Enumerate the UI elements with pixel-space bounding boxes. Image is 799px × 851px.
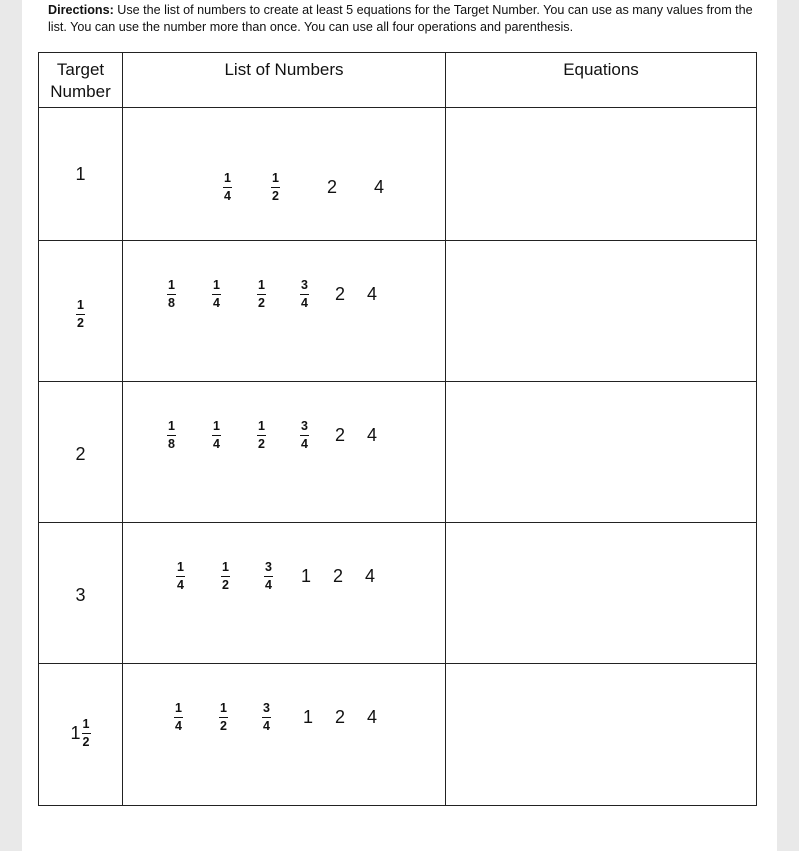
target-cell <box>39 382 123 523</box>
table-row <box>39 108 757 241</box>
fraction <box>300 420 309 451</box>
numerator: 1 <box>168 419 175 433</box>
equations-cell[interactable] <box>446 108 757 241</box>
denominator: 4 <box>301 437 308 452</box>
fraction-bar <box>176 576 185 577</box>
header-row <box>39 53 757 108</box>
numerator: 1 <box>272 171 279 185</box>
number-list <box>176 561 375 592</box>
numerator: 3 <box>301 278 308 292</box>
denominator: 4 <box>224 189 231 204</box>
whole-number: 1 <box>301 566 312 587</box>
whole-number: 4 <box>374 177 385 198</box>
numerator: 1 <box>175 701 182 715</box>
numerator: 3 <box>301 419 308 433</box>
table-row <box>39 523 757 664</box>
fraction-bar <box>167 435 176 436</box>
whole-number: 2 <box>327 177 338 198</box>
target-number <box>39 718 122 749</box>
fraction <box>271 172 280 203</box>
whole-number: 2 <box>335 425 346 446</box>
numbers-cell <box>123 241 446 382</box>
fraction-bar <box>223 187 232 188</box>
fraction <box>262 702 271 733</box>
table-row <box>39 382 757 523</box>
numerator: 1 <box>258 419 265 433</box>
number-list <box>223 172 384 203</box>
numerator: 1 <box>177 560 184 574</box>
fraction <box>257 420 266 451</box>
fraction-bar <box>167 294 176 295</box>
denominator: 4 <box>301 296 308 311</box>
whole-number: 2 <box>333 566 344 587</box>
fraction <box>257 279 266 310</box>
directions-text <box>48 2 758 36</box>
fraction <box>223 172 232 203</box>
whole-number: 2 <box>335 284 346 305</box>
target-number <box>39 444 122 465</box>
fraction-bar <box>221 576 230 577</box>
whole-number: 1 <box>75 164 86 184</box>
target-cell <box>39 664 123 806</box>
header-list: List of Numbers <box>123 53 446 108</box>
denominator: 2 <box>222 578 229 593</box>
target-cell <box>39 523 123 664</box>
numerator: 3 <box>263 701 270 715</box>
fraction-bar <box>271 187 280 188</box>
equations-cell[interactable] <box>446 382 757 523</box>
numerator: 3 <box>265 560 272 574</box>
fraction <box>167 420 176 451</box>
fraction <box>82 718 91 749</box>
denominator: 2 <box>220 719 227 734</box>
denominator: 4 <box>177 578 184 593</box>
numbers-cell <box>123 664 446 806</box>
fraction <box>264 561 273 592</box>
header-equations: Equations <box>446 53 757 108</box>
equations-cell[interactable] <box>446 664 757 806</box>
number-list <box>174 702 377 733</box>
fraction <box>212 420 221 451</box>
fraction <box>76 299 85 330</box>
fraction <box>167 279 176 310</box>
table-row <box>39 241 757 382</box>
target-cell <box>39 241 123 382</box>
whole-number: 3 <box>75 585 86 605</box>
whole-number: 2 <box>335 707 346 728</box>
equations-cell[interactable] <box>446 241 757 382</box>
fraction <box>221 561 230 592</box>
target-number <box>39 164 122 185</box>
fraction-bar <box>82 733 91 734</box>
target-number <box>39 585 122 606</box>
denominator: 8 <box>168 437 175 452</box>
fraction-bar <box>219 717 228 718</box>
whole-number: 1 <box>303 707 314 728</box>
numerator: 1 <box>213 419 220 433</box>
fraction-bar <box>212 294 221 295</box>
whole-number: 4 <box>367 707 378 728</box>
numbers-cell <box>123 108 446 241</box>
denominator: 2 <box>258 296 265 311</box>
fraction-bar <box>264 576 273 577</box>
whole-number: 2 <box>75 444 86 464</box>
fraction-bar <box>257 294 266 295</box>
denominator: 4 <box>175 719 182 734</box>
equations-cell[interactable] <box>446 523 757 664</box>
numerator: 1 <box>220 701 227 715</box>
mixed-number <box>70 718 90 749</box>
whole-number: 4 <box>367 284 378 305</box>
fraction-bar <box>300 294 309 295</box>
whole-number: 4 <box>365 566 376 587</box>
denominator: 8 <box>168 296 175 311</box>
numerator: 1 <box>213 278 220 292</box>
numerator: 1 <box>258 278 265 292</box>
denominator: 2 <box>272 189 279 204</box>
numbers-cell <box>123 523 446 664</box>
fraction <box>219 702 228 733</box>
target-number <box>39 293 122 330</box>
denominator: 4 <box>213 296 220 311</box>
number-list <box>167 279 377 310</box>
worksheet-table <box>38 52 757 806</box>
directions-body: Use the list of numbers to create at least 5 equations for the Target Number. You can use as many values from the list. You can use the number more than once. You can use all four operations and parenthesis. <box>48 3 753 34</box>
fraction <box>174 702 183 733</box>
directions-label: Directions: <box>48 3 114 17</box>
denominator: 4 <box>263 719 270 734</box>
denominator: 2 <box>77 316 84 331</box>
denominator: 4 <box>213 437 220 452</box>
numerator: 1 <box>77 298 84 312</box>
fraction-bar <box>212 435 221 436</box>
table-row <box>39 664 757 806</box>
fraction-bar <box>300 435 309 436</box>
fraction-bar <box>76 314 85 315</box>
fraction-bar <box>174 717 183 718</box>
target-cell <box>39 108 123 241</box>
fraction-bar <box>257 435 266 436</box>
numerator: 1 <box>82 717 90 731</box>
whole-number: 4 <box>367 425 378 446</box>
whole-part: 1 <box>70 723 81 744</box>
fraction <box>212 279 221 310</box>
header-target: Target Number <box>39 53 123 108</box>
numerator: 1 <box>222 560 229 574</box>
fraction-bar <box>262 717 271 718</box>
denominator: 4 <box>265 578 272 593</box>
fraction <box>176 561 185 592</box>
number-list <box>167 420 377 451</box>
fraction <box>300 279 309 310</box>
numerator: 1 <box>224 171 231 185</box>
denominator: 2 <box>82 735 90 750</box>
numerator: 1 <box>168 278 175 292</box>
denominator: 2 <box>258 437 265 452</box>
numbers-cell <box>123 382 446 523</box>
